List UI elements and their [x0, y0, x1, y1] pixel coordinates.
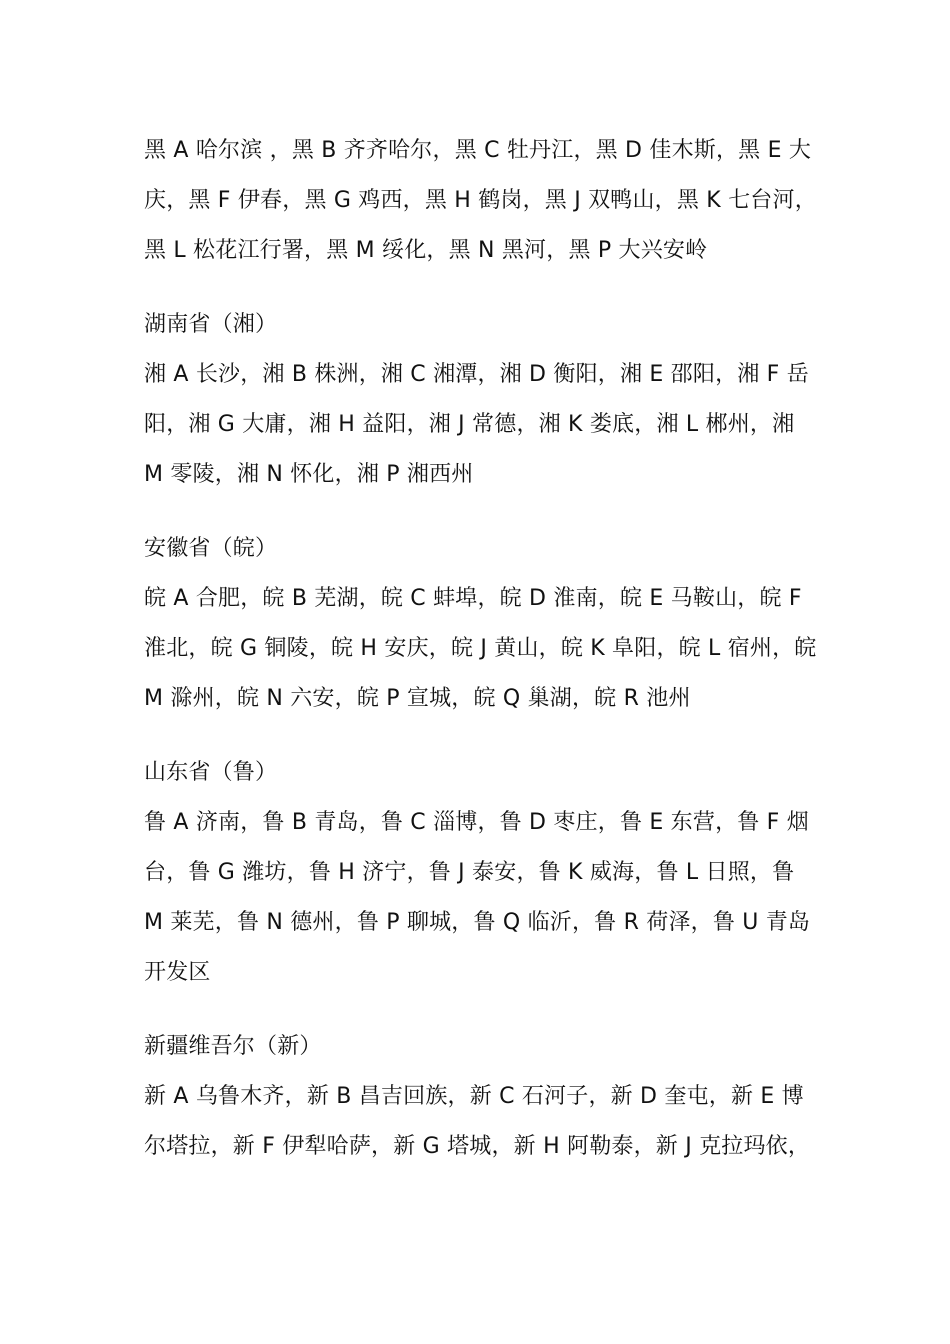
section-heading: 山东省（鲁） [144, 760, 278, 785]
text-line: 黑 L 松花江行署，黑 M 绥化，黑 N 黑河，黑 P 大兴安岭 [144, 238, 708, 263]
text-line: 淮北，皖 G 铜陵，皖 H 安庆，皖 J 黄山，皖 K 阜阳，皖 L 宿州，皖 [144, 636, 817, 661]
text-line: M 莱芜，鲁 N 德州，鲁 P 聊城，鲁 Q 临沂，鲁 R 荷泽，鲁 U 青岛 [144, 910, 811, 935]
section-heading: 湖南省（湘） [144, 312, 278, 337]
text-line: 庆，黑 F 伊春，黑 G 鸡西，黑 H 鹤岗，黑 J 双鸭山，黑 K 七台河， [144, 188, 817, 213]
section-heading: 安徽省（皖） [144, 536, 278, 561]
text-line: 湘 A 长沙，湘 B 株洲，湘 C 湘潭，湘 D 衡阳，湘 E 邵阳，湘 F 岳 [144, 362, 809, 387]
text-line: 新 A 乌鲁木齐，新 B 昌吉回族，新 C 石河子，新 D 奎屯，新 E 博 [144, 1084, 804, 1109]
text-line: 阳，湘 G 大庸，湘 H 益阳，湘 J 常德，湘 K 娄底，湘 L 郴州，湘 [144, 412, 795, 437]
text-line: 鲁 A 济南，鲁 B 青岛，鲁 C 淄博，鲁 D 枣庄，鲁 E 东营，鲁 F 烟 [144, 810, 809, 835]
section-heading: 新疆维吾尔（新） [144, 1034, 322, 1059]
text-line: 尔塔拉，新 F 伊犁哈萨，新 G 塔城，新 H 阿勒泰，新 J 克拉玛依， [144, 1134, 811, 1159]
text-line: 台，鲁 G 潍坊，鲁 H 济宁，鲁 J 泰安，鲁 K 威海，鲁 L 日照，鲁 [144, 860, 795, 885]
text-line: M 滁州，皖 N 六安，皖 P 宣城，皖 Q 巢湖，皖 R 池州 [144, 686, 691, 711]
text-line: M 零陵，湘 N 怀化，湘 P 湘西州 [144, 462, 474, 487]
text-line: 开发区 [144, 960, 211, 985]
text-line: 黑 A 哈尔滨 ，黑 B 齐齐哈尔，黑 C 牡丹江，黑 D 佳木斯，黑 E 大 [144, 138, 812, 163]
text-line: 皖 A 合肥，皖 B 芜湖，皖 C 蚌埠，皖 D 淮南，皖 E 马鞍山，皖 F [144, 586, 802, 611]
